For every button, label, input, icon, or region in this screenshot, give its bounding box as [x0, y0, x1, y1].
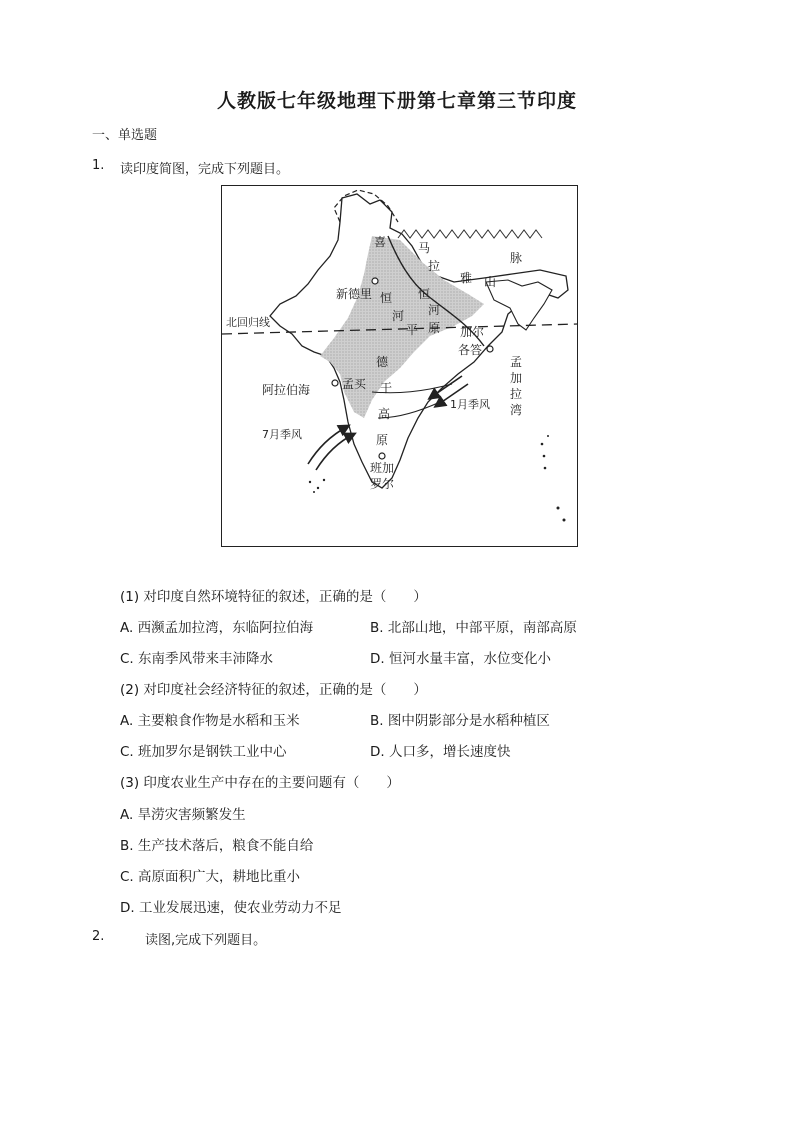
bangalore-dot — [379, 453, 385, 459]
india-map — [221, 185, 578, 547]
label-ma: 马 — [418, 241, 431, 255]
sub-question-3-option-d: D. 工业发展迅速，使农业劳动力不足 — [120, 900, 342, 916]
section-heading: 一、单选题 — [92, 128, 158, 143]
sub-question-1-option-d: D. 恒河水量丰富，水位变化小 — [370, 651, 551, 667]
sub-question-2-option-a: A. 主要粮食作物是水稻和玉米 — [120, 713, 300, 729]
sub-question-2-option-c: C. 班加罗尔是钢铁工业中心 — [120, 744, 287, 760]
label-jul-monsoon: 7月季风 — [262, 428, 302, 441]
sub-question-1-option-c: C. 东南季风带来丰沛降水 — [120, 651, 274, 667]
label-kolkata-1: 加尔 — [460, 325, 485, 339]
label-yuan2: 原 — [376, 433, 389, 447]
sub-question-3-option-b: B. 生产技术落后，粮食不能自给 — [120, 838, 314, 854]
label-shan: 山 — [484, 275, 497, 289]
label-he1: 河 — [392, 309, 405, 323]
label-gan: 干 — [380, 381, 393, 395]
question-2-number: 2. — [92, 929, 105, 944]
jul-monsoon-arrow — [308, 426, 348, 464]
kolkata-dot — [487, 346, 493, 352]
label-ping: 平 — [406, 323, 419, 337]
islands — [309, 435, 566, 522]
label-ya: 雅 — [460, 271, 473, 285]
question-1-stem: 读印度简图，完成下列题目。 — [120, 162, 290, 177]
jul-monsoon-arrow-2 — [316, 434, 354, 470]
label-bay-2: 加 — [510, 371, 523, 385]
label-he2: 河 — [428, 303, 441, 317]
label-bay-4: 湾 — [510, 403, 523, 417]
label-mai: 脉 — [510, 251, 523, 265]
label-bay-3: 拉 — [510, 387, 523, 401]
label-gao: 高 — [378, 407, 391, 421]
label-arabian-sea: 阿拉伯海 — [262, 383, 311, 397]
label-mumbai: 孟买 — [342, 377, 367, 391]
label-new-delhi: 新德里 — [336, 287, 373, 301]
himalaya-mountains — [398, 230, 542, 238]
label-de: 德 — [376, 355, 389, 369]
new-delhi-dot — [372, 278, 378, 284]
question-2-stem: 读图,完成下列题目。 — [145, 933, 267, 948]
label-bay-1: 孟 — [510, 355, 523, 369]
sub-question-2-option-b: B. 图中阴影部分是水稻种植区 — [370, 713, 550, 729]
sub-question-3-option-c: C. 高原面积广大，耕地比重小 — [120, 869, 301, 885]
label-bangalore-2: 罗尔 — [370, 477, 395, 491]
label-heng2: 恒 — [418, 287, 431, 301]
label-heng1: 恒 — [380, 291, 393, 305]
label-jan-monsoon: 1月季风 — [450, 398, 490, 411]
sub-question-1-stem: (1) 对印度自然环境特征的叙述，正确的是（ ） — [120, 589, 427, 605]
label-yuan1: 原 — [428, 321, 441, 335]
sub-question-1-option-a: A. 西濒孟加拉湾，东临阿拉伯海 — [120, 620, 314, 636]
sub-question-3-stem: (3) 印度农业生产中存在的主要问题有（ ） — [120, 775, 400, 791]
page-title: 人教版七年级地理下册第七章第三节印度 — [216, 90, 577, 112]
label-xi: 喜 — [374, 235, 387, 249]
sub-question-1-option-b: B. 北部山地，中部平原，南部高原 — [370, 620, 577, 636]
label-bangalore-1: 班加 — [370, 461, 395, 475]
label-tropic: 北回归线 — [226, 316, 270, 329]
question-1-number: 1. — [92, 158, 105, 173]
label-kolkata-2: 各答 — [458, 343, 483, 357]
label-la: 拉 — [428, 259, 441, 273]
sub-question-3-option-a: A. 旱涝灾害频繁发生 — [120, 807, 246, 823]
sub-question-2-option-d: D. 人口多，增长速度快 — [370, 744, 511, 760]
mumbai-dot — [332, 380, 338, 386]
sub-question-2-stem: (2) 对印度社会经济特征的叙述，正确的是（ ） — [120, 682, 427, 698]
